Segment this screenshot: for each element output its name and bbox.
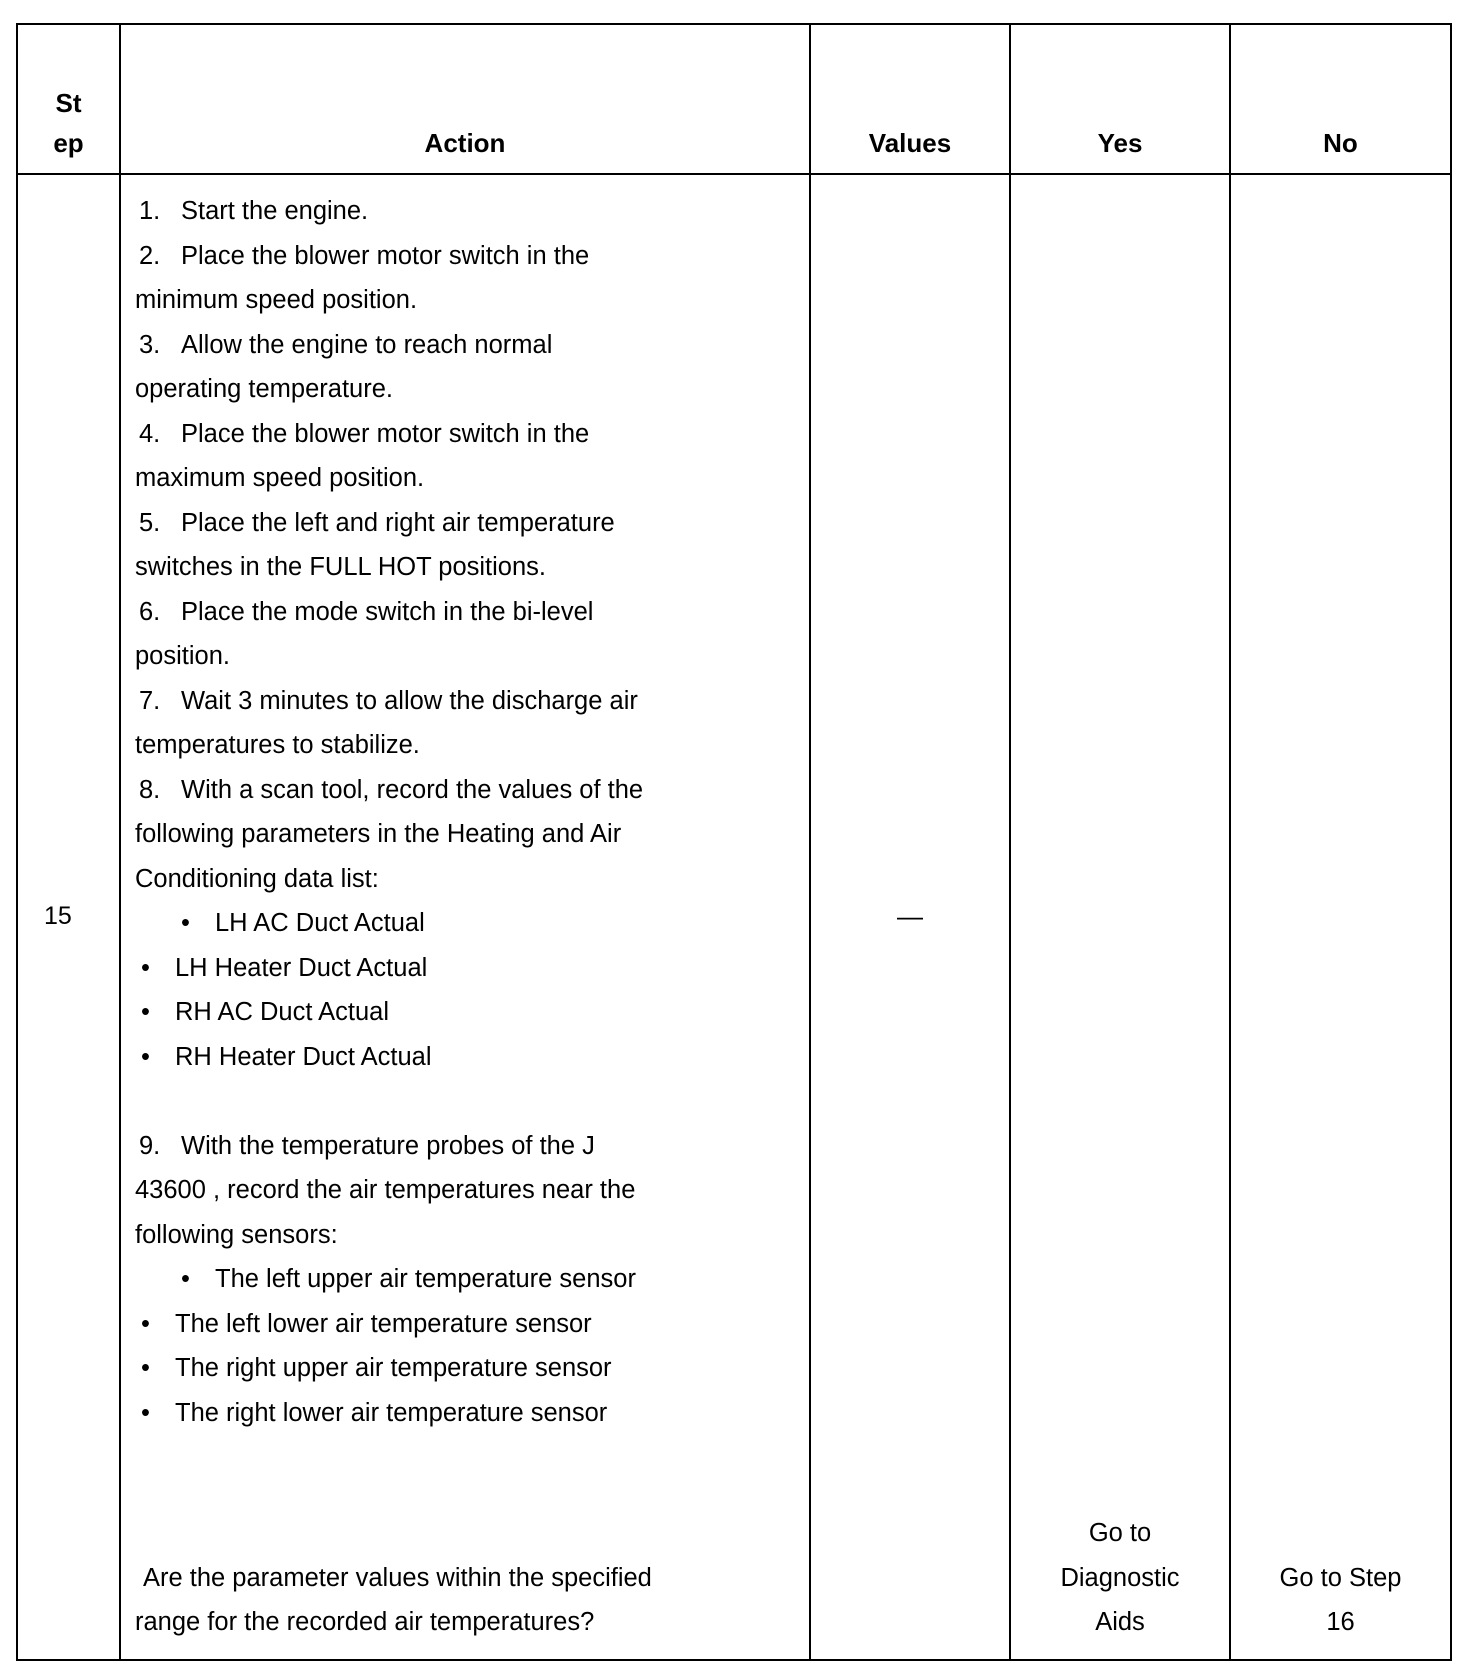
yes-line-1: Go to <box>1088 1519 1152 1547</box>
values-cell: — <box>810 174 1010 1660</box>
action-step-7: 7. Wait 3 minutes to allow the discharge air <box>139 686 638 715</box>
table-row <box>17 174 1451 1660</box>
parameter-item: • LH AC Duct Actual <box>181 909 425 937</box>
action-step-9-cont2: following sensors: <box>135 1220 338 1249</box>
action-step-1: 1. Start the engine. <box>139 197 369 225</box>
action-step-9-cont1: 43600 , record the air temperatures near the <box>135 1176 636 1204</box>
action-step-8: 8. With a scan tool, record the values of the <box>139 775 644 804</box>
question-line-2: range for the recorded air temperatures? <box>135 1608 595 1636</box>
header-step-line1: St <box>55 88 82 118</box>
action-step-2: 2. Place the blower motor switch in the <box>139 241 590 270</box>
action-step-7-cont: temperatures to stabilize. <box>135 731 420 759</box>
sensor-item: • The right lower air temperature sensor <box>141 1398 608 1427</box>
action-step-6-cont: position. <box>135 642 230 670</box>
parameter-item: • RH Heater Duct Actual <box>141 1042 432 1071</box>
question-line-1: Are the parameter values within the specified <box>143 1563 652 1592</box>
yes-line-3: Aids <box>1095 1608 1145 1636</box>
spacer <box>135 1511 799 1556</box>
spacer <box>135 1435 799 1511</box>
yes-cell <box>1010 174 1230 1660</box>
no-line-1: Go to Step <box>1279 1563 1402 1592</box>
action-step-4-cont: maximum speed position. <box>135 464 425 492</box>
action-step-6: 6. Place the mode switch in the bi-level <box>139 597 594 626</box>
action-step-5-cont: switches in the FULL HOT positions. <box>135 553 547 581</box>
no-cell <box>1230 174 1451 1660</box>
header-yes: Yes <box>1010 24 1230 174</box>
parameter-item: • RH AC Duct Actual <box>141 998 389 1026</box>
header-no: No <box>1230 24 1451 174</box>
header-row <box>17 24 1451 174</box>
step-number: 15 <box>17 174 120 1660</box>
action-cell <box>120 174 810 1660</box>
action-step-3-cont: operating temperature. <box>135 375 393 403</box>
sensor-item: • The left lower air temperature sensor <box>141 1309 592 1338</box>
header-values: Values <box>810 24 1010 174</box>
action-step-8-cont2: Conditioning data list: <box>135 864 379 893</box>
parameter-item: • LH Heater Duct Actual <box>141 953 428 982</box>
yes-line-2: Diagnostic <box>1060 1563 1180 1592</box>
action-step-5: 5. Place the left and right air temperature <box>139 508 615 537</box>
header-step-line2: ep <box>53 128 84 158</box>
action-step-9: 9. With the temperature probes of the J <box>139 1131 595 1160</box>
header-step <box>17 24 120 174</box>
sensor-item: • The right upper air temperature sensor <box>141 1354 612 1382</box>
header-action: Action <box>120 24 810 174</box>
action-step-2-cont: minimum speed position. <box>135 286 418 314</box>
action-step-3: 3. Allow the engine to reach normal <box>139 330 553 359</box>
spacer <box>135 1079 799 1124</box>
diagnostic-table <box>16 23 1452 1661</box>
action-step-8-cont1: following parameters in the Heating and Air <box>135 820 622 848</box>
sensor-item: • The left upper air temperature sensor <box>181 1265 636 1293</box>
no-line-2: 16 <box>1326 1608 1355 1636</box>
action-step-4: 4. Place the blower motor switch in the <box>139 419 590 448</box>
